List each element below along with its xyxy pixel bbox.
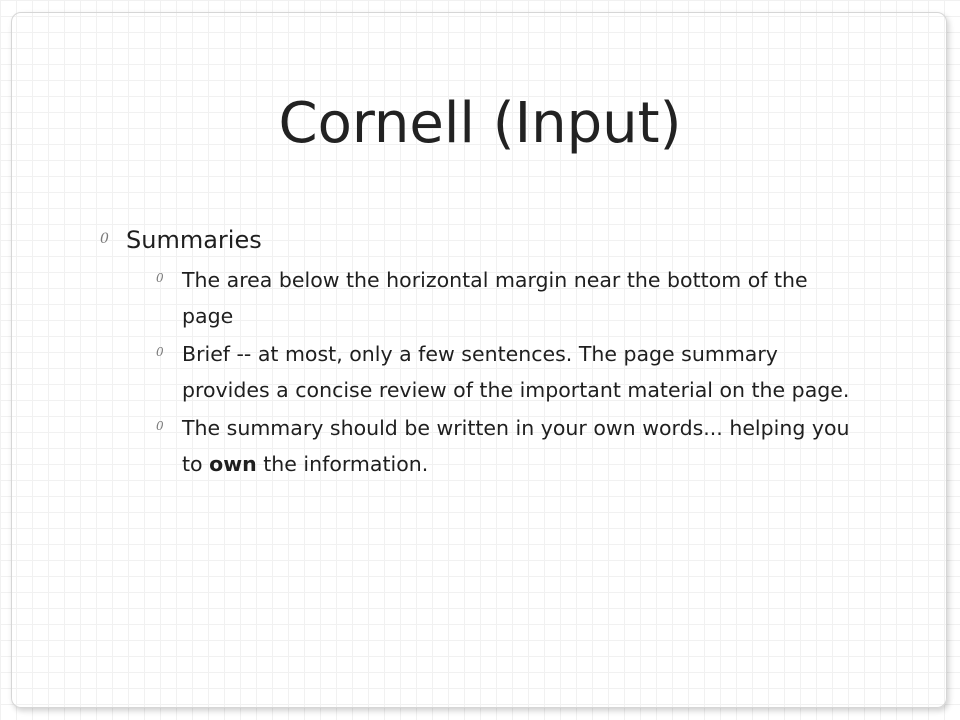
emphasis-own: own [209, 452, 257, 476]
sub-bullet-text: Brief -- at most, only a few sentences. The page summary provides a concise review of the important material on the page. [182, 342, 850, 402]
bullet-list [100, 220, 860, 482]
sub-bullet-item [156, 410, 860, 482]
bullet-marker: 0 [156, 345, 164, 359]
sub-bullet-text-after: the information. [256, 452, 429, 476]
sub-bullet-list [126, 262, 860, 482]
sub-bullet-text-before: The summary should be written in your own words... helping you to [182, 416, 850, 476]
sub-bullet-text [182, 416, 850, 476]
slide-body [100, 220, 860, 482]
sub-bullet-text: The area below the horizontal margin near the bottom of the page [182, 268, 808, 328]
slide-title: Cornell (Input) [278, 91, 682, 156]
bullet-marker: 0 [100, 231, 109, 247]
bullet-marker: 0 [156, 271, 164, 285]
sub-bullet-item [156, 262, 860, 334]
sub-bullet-item [156, 336, 860, 408]
bullet-marker: 0 [156, 419, 164, 433]
bullet-text: Summaries [126, 226, 262, 254]
bullet-summaries [100, 220, 860, 482]
